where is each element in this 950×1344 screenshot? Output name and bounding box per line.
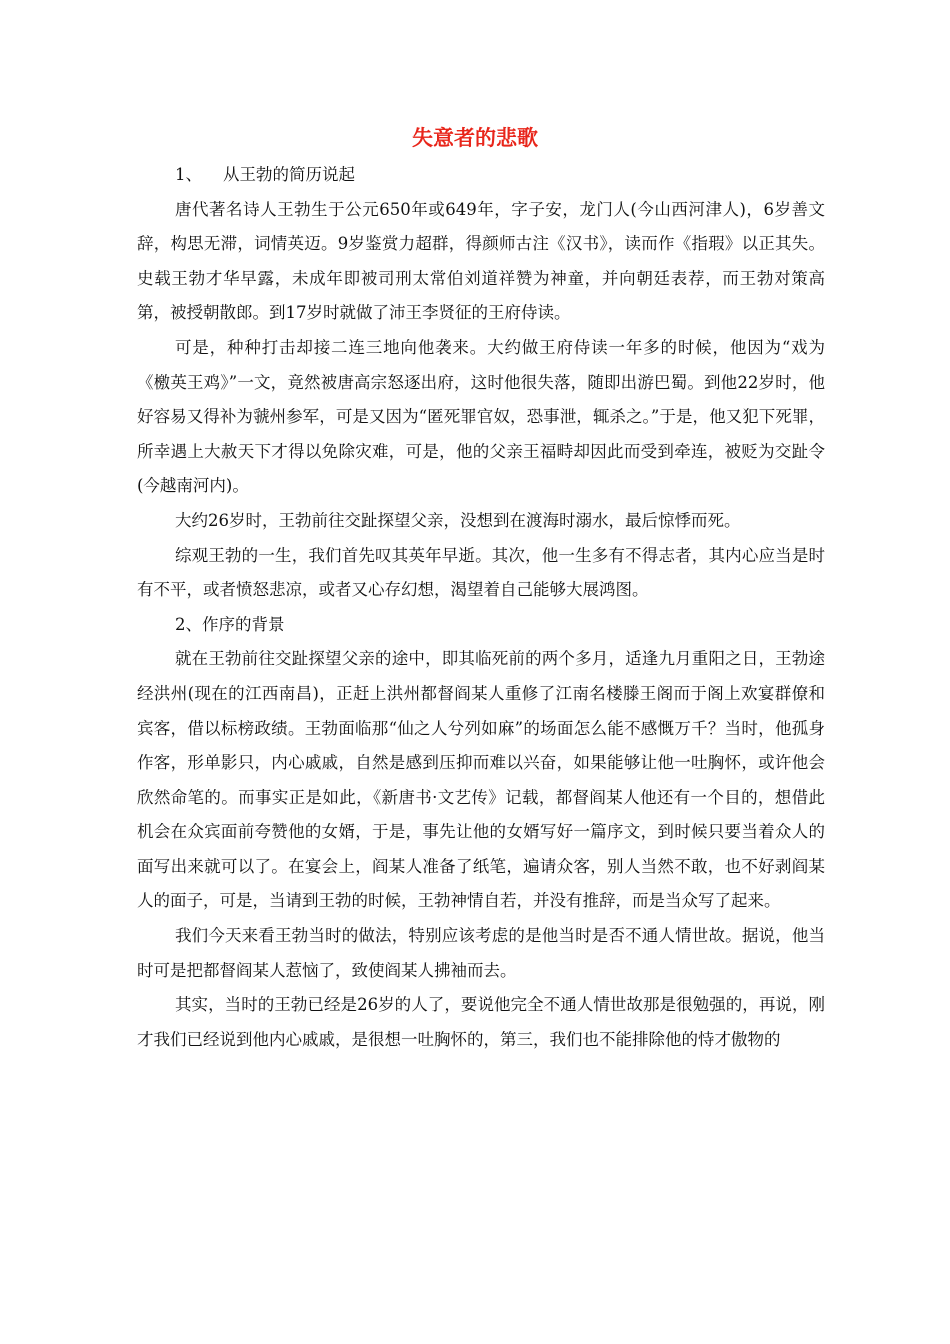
section-number: 2、 — [175, 614, 202, 634]
paragraph: 我们今天来看王勃当时的做法，特别应该考虑的是他当时是否不通人情世故。据说，他当时可是把都督阎某人惹恼了，致使阎某人拂袖而去。 — [137, 926, 825, 980]
section-heading — [137, 608, 825, 643]
section-number: 1、 — [175, 165, 202, 184]
section-heading — [137, 158, 825, 193]
paragraph: 大约26岁时，王勃前往交趾探望父亲，没想到在渡海时溺水，最后惊悸而死。 — [175, 510, 741, 530]
document-body — [137, 158, 825, 1057]
document-title: 失意者的悲歌 — [412, 126, 538, 150]
paragraph: 可是，种种打击却接二连三地向他袭来。大约做王府侍读一年多的时候，他因为“戏为《檄英王鸡》”一文，竟然被唐高宗怒逐出府，这时他很失落，随即出游巴蜀。到他22岁时，他好容易又得补为虢州参军，可是又因为“匿死罪官奴，恐事泄，辄杀之。”于是，他又犯下死罪，所幸遇上大赦天下才得以免除灾难，可是，他的父亲王福畤却因此而受到牵连，被贬为交趾令(今越南河内)。 — [137, 337, 825, 496]
paragraph: 就在王勃前往交趾探望父亲的途中，即其临死前的两个多月，适逢九月重阳之日，王勃途经洪州(现在的江西南昌)，正赶上洪州都督阎某人重修了江南名楼滕王阁而于阁上欢宴群僚和宾客，借以标榜政绩。王勃面临那“仙之人兮列如麻”的场面怎么能不感慨万千？当时，他孤身作客，形单影只，内心戚戚，自然是感到压抑而难以兴奋，如果能够让他一吐胸怀，或许他会欣然命笔的。而事实正是如此，《新唐书·文艺传》记载，都督阎某人他还有一个目的，想借此机会在众宾面前夸赞他的女婿，于是，事先让他的女婿写好一篇序文，到时候只要当着众人的面写出来就可以了。在宴会上，阎某人准备了纸笔，遍请众客，别人当然不敢，也不好剥阎某人的面子，可是，当请到王勃的时候，王勃神情自若，并没有推辞，而是当众写了起来。 — [137, 649, 825, 911]
paragraph: 综观王勃的一生，我们首先叹其英年早逝。其次，他一生多有不得志者，其内心应当是时有不平，或者愤怒悲凉，或者又心存幻想，渴望着自己能够大展鸿图。 — [137, 545, 825, 600]
section-heading-text: 作序的背景 — [202, 614, 285, 634]
section-heading-text: 从王勃的简历说起 — [223, 165, 355, 184]
paragraph: 唐代著名诗人王勃生于公元650年或649年，字子安，龙门人(今山西河津人)，6岁善文辞，构思无滞，词情英迈。9岁鉴赏力超群，得颜师古注《汉书》，读而作《指瑕》以正其失。史载王勃才华早露，未成年即被司刑太常伯刘道祥赞为神童，并向朝廷表荐，而王勃对策高第，被授朝散郎。到17岁时就做了沛王李贤征的王府侍读。 — [137, 199, 825, 323]
paragraph: 其实，当时的王勃已经是26岁的人了，要说他完全不通人情世故那是很勉强的，再说，刚才我们已经说到他内心戚戚，是很想一吐胸怀的，第三，我们也不能排除他的恃才傲物的 — [137, 995, 825, 1049]
